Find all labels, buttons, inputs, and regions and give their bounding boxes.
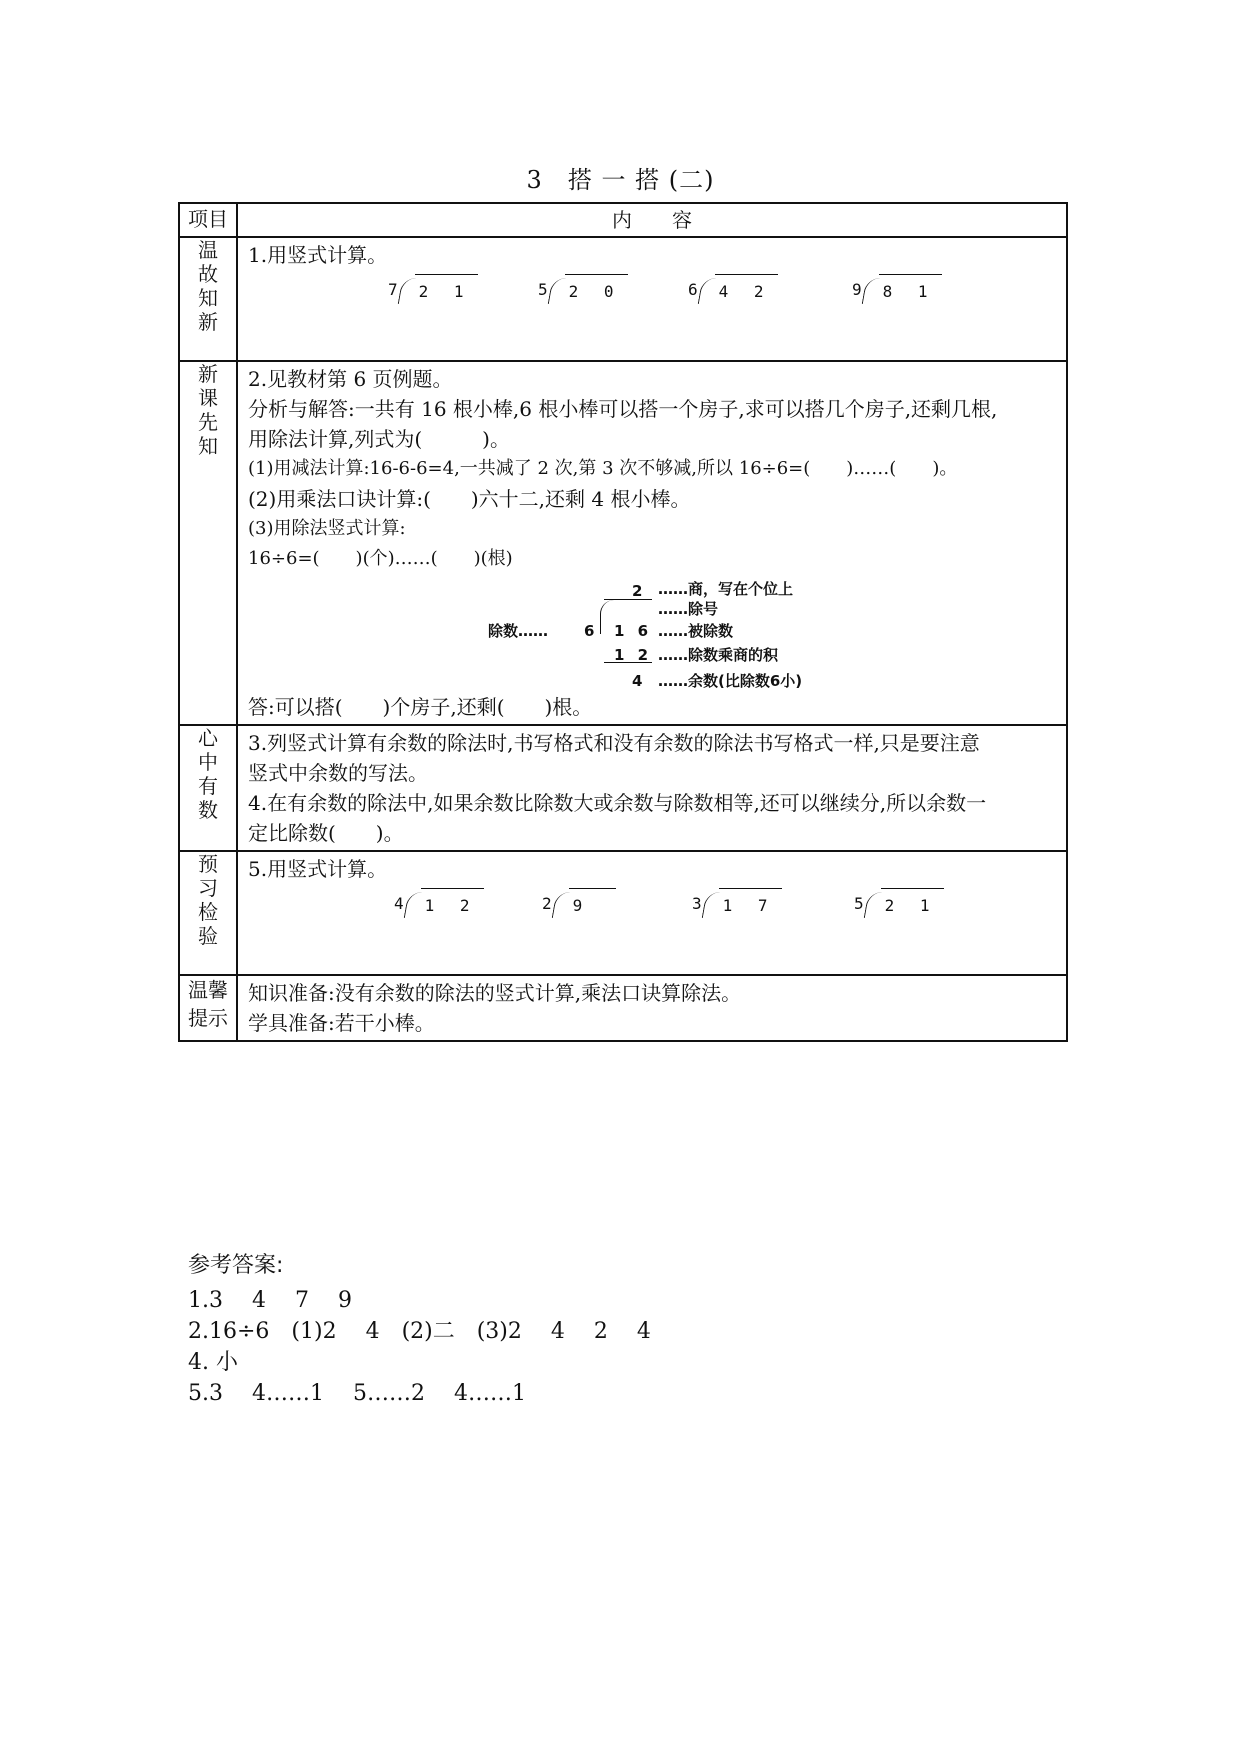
section-tips <box>179 975 1067 1041</box>
answer-key-title: 参考答案: <box>188 1253 284 1278</box>
answer-key <box>188 1250 651 1409</box>
answer-line-5: 5.3 4……1 5……2 4……1 <box>188 1381 526 1406</box>
diagram-quotient-label: ……商，写在个位上 <box>658 580 794 598</box>
long-division-diagram <box>248 574 1058 692</box>
diagram-remainder-label: ……余数(比除数6小) <box>658 672 803 690</box>
analysis-line-2: 用除法计算,列式为( )。 <box>248 427 510 451</box>
category-tips-line-2: 提示 <box>188 1006 228 1030</box>
answer-line: 答:可以搭( )个房子,还剩( )根。 <box>248 695 593 719</box>
tips-knowledge: 知识准备:没有余数的除法的竖式计算,乘法口诀算除法。 <box>248 981 742 1005</box>
diagram-quotient: 2 <box>632 582 643 600</box>
question-5: 5.用竖式计算。 <box>248 857 388 881</box>
long-division: 6 4 2 <box>688 274 778 307</box>
question-3-line-2: 竖式中余数的写法。 <box>248 761 428 785</box>
category-new: 新课先知 <box>198 362 218 458</box>
question-4-line-2: 定比除数( )。 <box>248 821 404 845</box>
diagram-product-label: ……除数乘商的积 <box>658 646 779 664</box>
page-title: 3 搭 一 搭 (二) <box>526 166 715 194</box>
diagram-dividend: 1 6 <box>614 622 653 640</box>
category-mind: 心中有数 <box>198 726 218 822</box>
header-content: 内 容 <box>237 203 1067 237</box>
diagram-divisor: 6 <box>584 622 595 640</box>
diagram-bottom-line <box>604 662 652 663</box>
step-1: (1)用减法计算:16-6-6=4,一共减了 2 次,第 3 次不够减,所以 16÷6=( )……( )。 <box>248 458 958 479</box>
diagram-product: 1 2 <box>614 646 653 664</box>
long-division: 2 9 <box>542 888 616 921</box>
step-3: (3)用除法竖式计算: <box>248 518 406 539</box>
long-division: 7 2 1 <box>388 274 478 307</box>
section-mind <box>179 725 1067 851</box>
answer-line-1: 1.3 4 7 9 <box>188 1288 352 1313</box>
question-2: 2.见教材第 6 页例题。 <box>248 367 453 391</box>
diagram-dividend-label: ……被除数 <box>658 622 734 640</box>
table-header-row <box>179 203 1067 237</box>
question-1: 1.用竖式计算。 <box>248 243 388 267</box>
diagram-top-line <box>604 599 652 600</box>
diagram-sign-label: ……除号 <box>658 600 719 618</box>
diagram-divisor-label: 除数…… <box>488 622 549 640</box>
division-problems-preview <box>248 884 1058 924</box>
category-preview: 预习检验 <box>198 852 218 948</box>
section-review <box>179 237 1067 361</box>
diagram-bracket <box>600 600 615 634</box>
section-new <box>179 361 1067 725</box>
long-division: 4 1 2 <box>394 888 484 921</box>
diagram-remainder: 4 <box>632 672 643 690</box>
answer-line-4: 4. 小 <box>188 1350 238 1375</box>
question-3-line-1: 3.列竖式计算有余数的除法时,书写格式和没有余数的除法书写格式一样,只是要注意 <box>248 731 980 755</box>
long-division: 9 8 1 <box>852 274 942 307</box>
lesson-table <box>178 202 1068 1042</box>
step-2: (2)用乘法口诀计算:( )六十二,还剩 4 根小棒。 <box>248 487 691 511</box>
step-3-equation: 16÷6=( )(个)……( )(根) <box>248 548 513 569</box>
long-division: 5 2 1 <box>854 888 944 921</box>
category-tips-line-1: 温馨 <box>188 978 228 1002</box>
header-item: 项目 <box>179 203 237 237</box>
analysis-line-1: 分析与解答:一共有 16 根小棒,6 根小棒可以搭一个房子,求可以搭几个房子,还剩几根, <box>248 397 998 421</box>
long-division: 5 2 0 <box>538 274 628 307</box>
category-review: 温故知新 <box>198 238 218 334</box>
question-4-line-1: 4.在有余数的除法中,如果余数比除数大或余数与除数相等,还可以继续分,所以余数一 <box>248 791 987 815</box>
section-preview <box>179 851 1067 975</box>
answer-line-2: 2.16÷6 (1)2 4 (2)二 (3)2 4 2 4 <box>188 1319 651 1344</box>
division-problems-review <box>248 270 1058 310</box>
long-division: 3 1 7 <box>692 888 782 921</box>
tips-tools: 学具准备:若干小棒。 <box>248 1011 435 1035</box>
